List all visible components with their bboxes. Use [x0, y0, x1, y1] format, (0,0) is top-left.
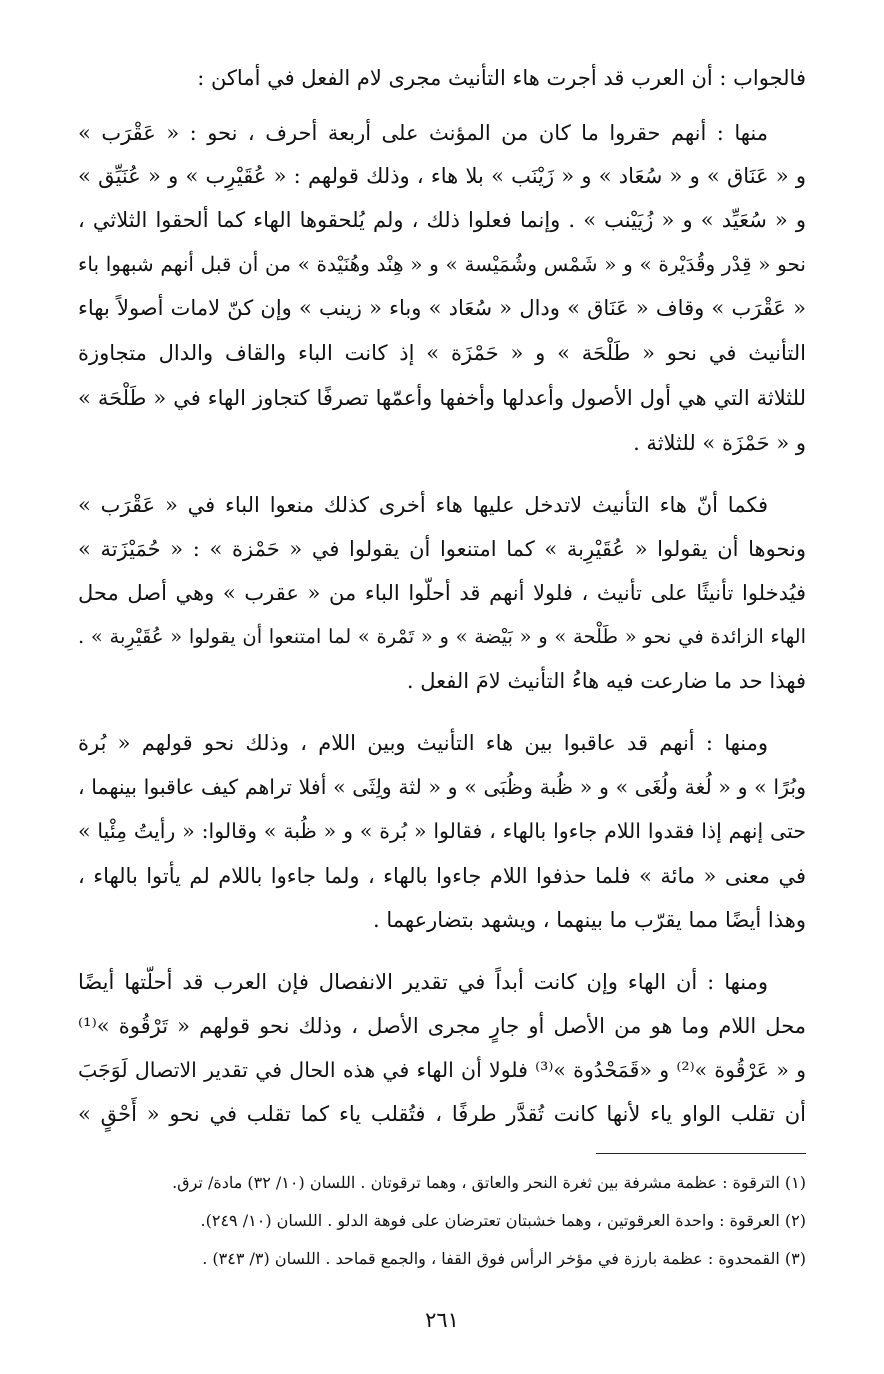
text-line: فهذا حد ما ضارعت فيه هاءُ التأنيث لامَ الفعل . — [406, 669, 806, 693]
text-line: و « عَرْقُوة »⁽²⁾ و «قَمَحْدُوة »⁽³⁾ فلولا أن الهاء في هذه الحال في تقدير الاتصال لَوَجَبَ — [78, 1058, 806, 1082]
footnote-separator — [596, 1153, 806, 1154]
text-line: نحو « قِدْر وقُدَيْرة » و « شَمْس وشُمَيْسة » و « هِنْد وهُنَيْدة » من أن قبل أنهم شبهوا باء — [78, 252, 806, 276]
text-line: « عَقْرَب » وقاف « عَنَاق » ودال « سُعَاد » وباء « زينب » وإن كنّ لامات أصولاً بهاء — [78, 296, 806, 320]
text-line: ونحوها أن يقولوا « عُقَيْرِبة » كما امتنعوا أن يقولوا في « حَمْزة » : « حُمَيْزَتة » — [78, 537, 806, 561]
footnote: (١) الترقوة : عظمة مشرفة بين ثغرة النحر والعاتق ، وهما ترقوتان . اللسان (١٠/ ٣٢) مادة/ ترق. — [172, 1173, 806, 1192]
text-line: الهاء الزائدة في نحو « طَلْحة » و « بَيْضة » و « تَمْرة » لما امتنعوا أن يقولوا « عُقَيْرِبة » . — [78, 625, 806, 648]
page-number: ٢٦١ — [425, 1308, 459, 1332]
text-line: و « سُعَيِّد » و « زُيَيْنب » . وإنما فعلوا ذلك ، ولم يُلحقوها الهاء كما ألحقوا الثلاثي ، — [78, 208, 806, 232]
text-line: فالجواب : أن العرب قد أجرت هاء التأنيث مجرى لام الفعل في أماكن : — [197, 66, 806, 90]
text-line: وبُرًا » و « لُغة ولُغَى » و « ظُبة وظُبَى » و « لثة ولِثَى » أفلا تراهم كيف عاقبوا بينهما ، — [78, 775, 806, 799]
text-line: فيُدخلوا تأنيثًا على تأنيث ، فلولا أنهم قد أحلّوا الباء من « عقرب » وهي أصل محل — [78, 581, 806, 605]
text-line: و « حَمْزَة » للثلاثة . — [633, 431, 806, 455]
text-line: و « عَنَاق » و « سُعَاد » و « زَيْنَب » بلا هاء ، وذلك قولهم : « عُقَيْرِب » و « عُنَيِّق » — [78, 164, 806, 188]
text-line: فكما أنّ هاء التأنيث لاتدخل عليها هاء أخرى كذلك منعوا الباء في « عَقْرَب » — [78, 493, 768, 517]
text-line: للثلاثة التي هي أول الأصول وأعدلها وأخفها وأعمّها تصرفًا كتجاوز الهاء في « طَلْحَة » — [78, 386, 806, 410]
text-line: وهذا أيضًا مما يقرّب ما بينهما ، ويشهد بتضارعهما . — [373, 908, 806, 932]
text-line: منها : أنهم حقروا ما كان من المؤنث على أربعة أحرف ، نحو : « عَقْرَب » — [78, 121, 768, 145]
text-line: حتى إنهم إذا فقدوا اللام جاءوا بالهاء ، فقالوا « بُرة » و « ظُبة » وقالوا: « رأيتُ مِئْيا » — [78, 819, 806, 843]
footnote: (٣) القمحدوة : عظمة بارزة في مؤخر الرأس فوق القفا ، والجمع قماحد . اللسان (٣/ ٣٤٣) . — [202, 1249, 806, 1268]
text-line: في معنى « مائة » فلما حذفوا اللام جاءوا بالهاء ، ولما جاءوا باللام لم يأتوا بالهاء ، — [78, 864, 806, 888]
text-line: ومنها : أن الهاء وإن كانت أبداً في تقدير الانفصال فإن العرب قد أحلّتها أيضًا — [78, 970, 768, 994]
text-line: التأنيث في نحو « طَلْحَة » و « حَمْزَة » إذ كانت الباء والقاف والدال متجاوزة — [78, 341, 806, 365]
text-line: أن تقلب الواو ياء لأنها كانت تُقدَّر طرفًا ، فتُقلب ياء كما تقلب في نحو « أَحْقٍ » — [78, 1102, 806, 1126]
text-line: محل اللام وما هو من الأصل أو جارٍ مجرى الأصل ، وذلك نحو قولهم « تَرْقُوة »⁽¹⁾ — [78, 1014, 806, 1038]
text-line: ومنها : أنهم قد عاقبوا بين هاء التأنيث وبين اللام ، وذلك نحو قولهم « بُرة — [78, 731, 768, 755]
footnote: (٢) العرقوة : واحدة العرقوتين ، وهما خشبتان تعترضان على فوهة الدلو . اللسان (١٠/ ٢٤٩). — [200, 1211, 806, 1230]
